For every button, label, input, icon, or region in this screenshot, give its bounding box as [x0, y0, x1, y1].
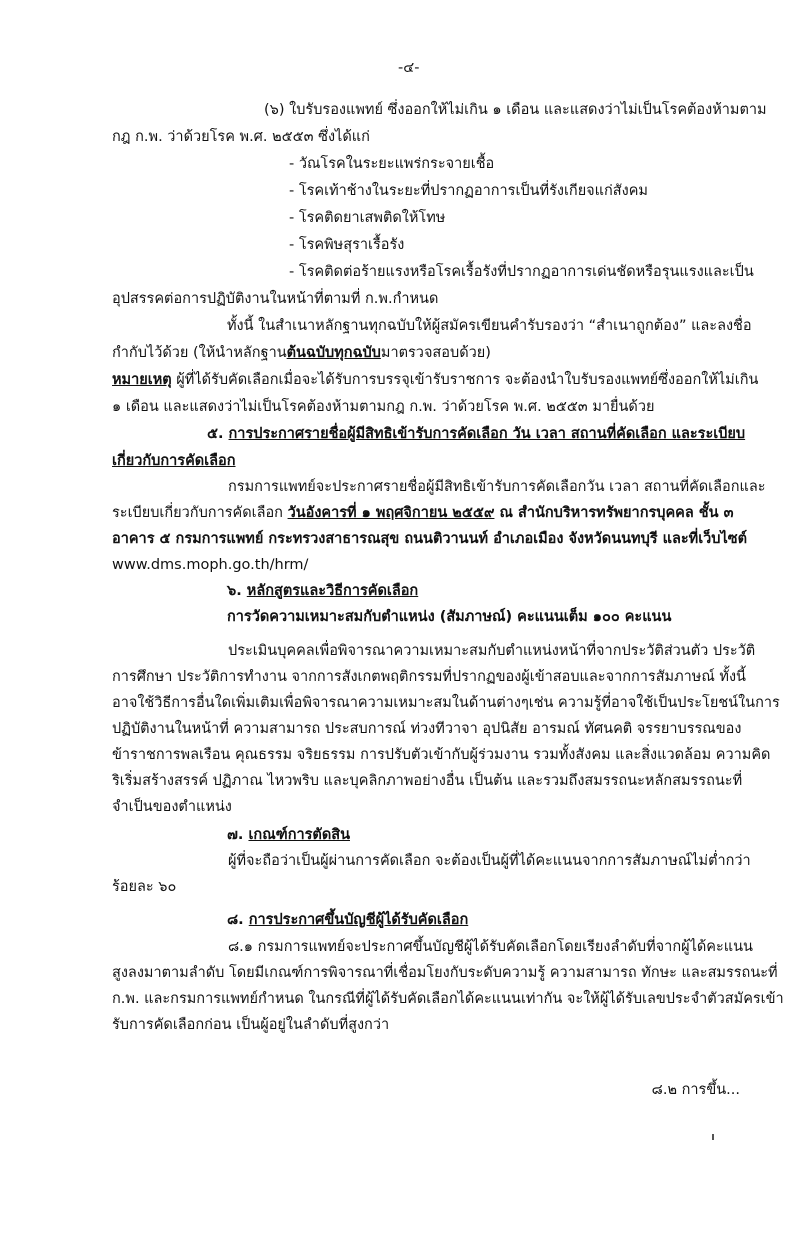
item6-line1: (๖) ใบรับรองแพทย์ ซึ่งออกให้ไม่เกิน ๑ เดือน และแสดงว่าไม่เป็นโรคต้องห้ามตาม: [264, 102, 767, 118]
note-label: หมายเหตุ: [112, 372, 172, 388]
scan-mark: [712, 1134, 714, 1140]
disease-item: - โรคเท้าช้างในระยะที่ปรากฏอาการเป็นที่รังเกียจแก่สังคม: [289, 183, 648, 199]
section5-p2: [112, 503, 734, 523]
section5-p1: กรมการแพทย์จะประกาศรายชื่อผู้มีสิทธิเข้ารับการคัดเลือกวัน เวลา สถานที่คัดเลือกและ: [228, 479, 766, 495]
section6-line: การศึกษา ประวัติการทำงาน จากการสังเกตพฤติกรรมที่ปรากฏของผู้เข้าสอบและจากการสัมภาษณ์ ทั้งนี้: [112, 669, 746, 685]
section6-heading: [227, 581, 418, 601]
section5-heading: [207, 424, 745, 444]
disease-item: - โรคติดยาเสพติดให้โทษ: [289, 210, 446, 226]
section8-number: ๘.: [227, 912, 249, 928]
disease-item: - โรคติดต่อร้ายแรงหรือโรคเรื้อรังที่ปรากฏอาการเด่นชัดหรือรุนแรงและเป็น: [289, 264, 754, 280]
section7-heading: [227, 825, 350, 845]
continuation-marker: ๘.๒ การขึ้น...: [651, 1082, 740, 1098]
item6-continuation: อุปสรรคต่อการปฏิบัติงานในหน้าที่ตามที่ ก.พ.กำหนด: [112, 291, 439, 307]
section7-number: ๗.: [227, 827, 249, 843]
disease-item: - วัณโรคในระยะแพร่กระจายเชื้อ: [289, 156, 495, 172]
section6-subheading: การวัดความเหมาะสมกับตำแหน่ง (สัมภาษณ์) คะแนนเต็ม ๑๐๐ คะแนน: [227, 609, 672, 625]
note-line1: [112, 370, 758, 390]
section8-line: ๘.๑ กรมการแพทย์จะประกาศขึ้นบัญชีผู้ได้รับคัดเลือกโดยเรียงลำดับที่จากผู้ได้คะแนน: [228, 939, 753, 955]
section6-line: จำเป็นของตำแหน่ง: [112, 799, 232, 815]
section8-heading: [227, 910, 468, 930]
section6-title: หลักสูตรและวิธีการคัดเลือก: [246, 583, 419, 599]
section8-line: รับการคัดเลือกก่อน เป็นผู้อยู่ในลำดับที่สูงกว่า: [112, 1017, 390, 1033]
section6-number: ๖.: [227, 583, 247, 599]
section5-title: การประกาศรายชื่อผู้มีสิทธิเข้ารับการคัดเลือก วัน เวลา สถานที่คัดเลือก และระเบียบ: [228, 426, 746, 442]
section8-line: สูงลงมาตามลำดับ โดยมีเกณฑ์การพิจารณาที่เชื่อมโยงกับระดับความรู้ ความสามารถ ทักษะ และสมรรถนะที่: [112, 965, 778, 981]
certify-line2: [112, 343, 491, 363]
section5-date: วันอังคารที่ ๑ พฤศจิกายน ๒๕๕๙: [287, 505, 495, 521]
note-line2: ๑ เดือน และแสดงว่าไม่เป็นโรคต้องห้ามตามกฎ ก.พ. ว่าด้วยโรค พ.ศ. ๒๕๕๓ มายื่นด้วย: [112, 399, 655, 415]
section6-line: ข้าราชการพลเรือน คุณธรรม จริยธรรม การปรับตัวเข้ากับผู้ร่วมงาน รวมทั้งสังคม และสิ่งแวดล้อม ความคิด: [112, 747, 771, 763]
certify-line1: ทั้งนี้ ในสำเนาหลักฐานทุกฉบับให้ผู้สมัครเขียนคำรับรองว่า “สำเนาถูกต้อง” และลงชื่อ: [227, 318, 752, 334]
section8-line: ก.พ. และกรมการแพทย์กำหนด ในกรณีที่ผู้ได้รับคัดเลือกได้คะแนนเท่ากัน จะให้ผู้ได้รับเลขประจำตัวสมัครเข้า: [112, 991, 784, 1007]
certify-text-a: กำกับไว้ด้วย (ให้นำหลักฐาน: [112, 345, 287, 361]
section5-p3: อาคาร ๕ กรมการแพทย์ กระทรวงสาธารณสุข ถนนติวานนท์ อำเภอเมือง จังหวัดนนทบุรี และที่เว็บไซต์: [112, 531, 748, 547]
section8-title: การประกาศขึ้นบัญชีผู้ได้รับคัดเลือก: [248, 912, 469, 928]
section6-line: ริเริ่มสร้างสรรค์ ปฏิภาณ ไหวพริบ และบุคลิกภาพอย่างอื่น เป็นต้น และรวมถึงสมรรถนะหลักสมรรถนะที่: [112, 773, 743, 789]
disease-item: - โรคพิษสุราเรื้อรัง: [289, 237, 405, 253]
section5-p2-a: ระเบียบเกี่ยวกับการคัดเลือก: [112, 505, 288, 521]
section7-line1: ผู้ที่จะถือว่าเป็นผู้ผ่านการคัดเลือก จะต้องเป็นผู้ที่ได้คะแนนจากการสัมภาษณ์ไม่ต่ำกว่า: [228, 853, 751, 869]
section5-website: www.dms.moph.go.th/hrm/: [112, 557, 309, 573]
certify-text-c: มาตรวจสอบด้วย): [380, 345, 491, 361]
item6-line2: กฎ ก.พ. ว่าด้วยโรค พ.ศ. ๒๕๕๓ ซึ่งได้แก่: [112, 129, 370, 145]
section7-line2: ร้อยละ ๖๐: [112, 879, 177, 895]
section5-number: ๕.: [207, 426, 229, 442]
section7-title: เกณฑ์การตัดสิน: [248, 827, 350, 843]
section5-p2-c: ณ สำนักบริหารทรัพยากรบุคคล ชั้น ๓: [494, 505, 734, 521]
section6-line: ประเมินบุคคลเพื่อพิจารณาความเหมาะสมกับตำแหน่งหน้าที่จากประวัติส่วนตัว ประวัติ: [228, 643, 756, 659]
note-text: ผู้ที่ได้รับคัดเลือกเมื่อจะได้รับการบรรจุเข้ารับราชการ จะต้องนำใบรับรองแพทย์ซึ่งออกให้ไม่เกิน: [171, 372, 759, 388]
certify-emphasis: ต้นฉบับทุกฉบับ: [286, 345, 381, 361]
section6-line: ปฏิบัติงานในหน้าที่ ความสามารถ ประสบการณ์ ท่วงทีวาจา อุปนิสัย อารมณ์ ทัศนคติ จรรยาบรรณของ: [112, 721, 742, 737]
section6-line: อาจใช้วิธีการอื่นใดเพิ่มเติมเพื่อพิจารณาความเหมาะสมในด้านต่างๆเช่น ความรู้ที่อาจใช้เป็นประโยชน์ในการ: [112, 695, 780, 711]
section5-heading-cont: เกี่ยวกับการคัดเลือก: [112, 453, 236, 469]
page-number: -๔-: [398, 60, 420, 76]
